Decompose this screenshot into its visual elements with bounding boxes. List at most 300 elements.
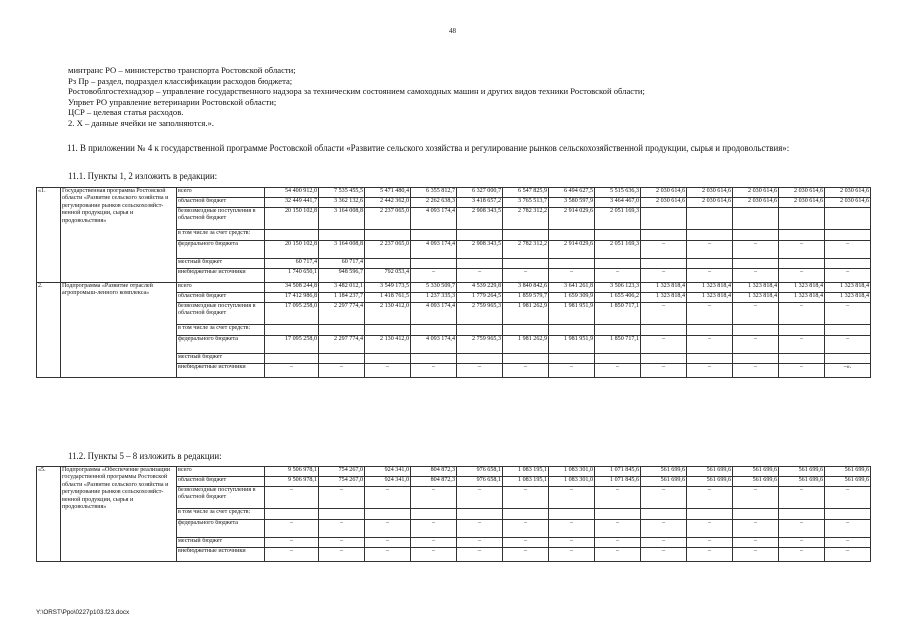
funding-source: в том числе за счет средств: <box>177 325 265 336</box>
amount-cell: – <box>641 336 687 354</box>
amount-cell: – <box>595 269 641 283</box>
amount-cell: 5 330 509,7 <box>411 283 457 293</box>
amount-cell: 2 030 614,6 <box>825 188 871 198</box>
funding-source: всего <box>177 283 265 293</box>
amount-cell: – <box>779 336 825 354</box>
amount-cell: 34 508 244,8 <box>265 283 319 293</box>
amount-cell <box>365 230 411 241</box>
amount-cell: 1 323 818,4 <box>779 283 825 293</box>
amount-cell <box>365 354 411 364</box>
amount-cell <box>457 259 503 269</box>
amount-cell: – <box>265 487 319 509</box>
amount-cell: 1 184 237,7 <box>319 293 365 303</box>
amount-cell: – <box>825 487 871 509</box>
amount-cell <box>733 509 779 520</box>
amount-cell: 20 150 102,8 <box>265 208 319 230</box>
amount-cell: 2 297 774,4 <box>319 303 365 325</box>
amount-cell: 2 030 614,6 <box>687 188 733 198</box>
amount-cell: – <box>779 303 825 325</box>
amount-cell: – <box>319 364 365 378</box>
amount-cell: – <box>365 487 411 509</box>
paragraph-11-2: 11.2. Пункты 5 – 8 изложить в редакции: <box>68 451 222 461</box>
amount-cell: 4 093 174,4 <box>411 303 457 325</box>
amount-cell: 2 030 614,6 <box>825 198 871 208</box>
funding-source: безвозмездные поступления в областной бюджет <box>177 208 265 230</box>
amount-cell: 2 030 614,6 <box>641 188 687 198</box>
amount-cell: – <box>641 269 687 283</box>
amount-cell <box>503 354 549 364</box>
amount-cell <box>265 230 319 241</box>
amount-cell: 4 093 174,4 <box>411 208 457 230</box>
amount-cell: 924 341,0 <box>365 477 411 487</box>
amount-cell: 9 506 978,1 <box>265 477 319 487</box>
amount-cell: – <box>365 548 411 562</box>
amount-cell: 561 699,6 <box>825 477 871 487</box>
amount-cell: 20 150 102,8 <box>265 241 319 259</box>
amount-cell: – <box>733 303 779 325</box>
amount-cell <box>595 325 641 336</box>
amount-cell: – <box>733 487 779 509</box>
amount-cell <box>265 509 319 520</box>
amount-cell: 2 030 614,6 <box>733 198 779 208</box>
amount-cell: – <box>687 269 733 283</box>
amount-cell: – <box>779 520 825 538</box>
amount-cell: – <box>265 520 319 538</box>
amount-cell: – <box>641 241 687 259</box>
amount-cell <box>549 325 595 336</box>
amount-cell: – <box>595 538 641 548</box>
amount-cell: – <box>265 364 319 378</box>
amount-cell <box>687 208 733 230</box>
amount-cell <box>411 325 457 336</box>
amount-cell: – <box>687 364 733 378</box>
amount-cell <box>825 325 871 336</box>
amount-cell: 2 030 614,6 <box>779 198 825 208</box>
amount-cell: – <box>779 548 825 562</box>
amount-cell <box>549 259 595 269</box>
amount-cell: – <box>503 520 549 538</box>
funding-source: всего <box>177 188 265 198</box>
amount-cell <box>319 509 365 520</box>
amount-cell: 2 030 614,6 <box>687 198 733 208</box>
amount-cell: – <box>549 548 595 562</box>
amount-cell <box>549 354 595 364</box>
amount-cell: – <box>411 548 457 562</box>
amount-cell: – <box>503 269 549 283</box>
budget-table-1 <box>36 187 871 378</box>
funding-source: местный бюджет <box>177 259 265 269</box>
amount-cell: – <box>733 520 779 538</box>
funding-source: областной бюджет <box>177 293 265 303</box>
amount-cell: – <box>825 269 871 283</box>
amount-cell: – <box>411 364 457 378</box>
amount-cell <box>503 509 549 520</box>
definition-line: ЦСР – целевая статья расходов. <box>68 107 184 118</box>
amount-cell <box>457 354 503 364</box>
amount-cell: 1 237 335,3 <box>411 293 457 303</box>
amount-cell <box>457 325 503 336</box>
amount-cell: 2 130 412,0 <box>365 303 411 325</box>
amount-cell: – <box>687 487 733 509</box>
amount-cell: 4 539 229,8 <box>457 283 503 293</box>
amount-cell: – <box>457 520 503 538</box>
amount-cell <box>687 354 733 364</box>
amount-cell: 2 297 774,4 <box>319 336 365 354</box>
amount-cell: – <box>265 538 319 548</box>
amount-cell: 32 449 441,7 <box>265 198 319 208</box>
amount-cell <box>365 325 411 336</box>
amount-cell: 3 549 173,5 <box>365 283 411 293</box>
amount-cell: – <box>779 364 825 378</box>
amount-cell: 2 782 312,2 <box>503 241 549 259</box>
amount-cell: 2 442 362,0 <box>365 198 411 208</box>
paragraph-11: 11. В приложении № 4 к государственной программе Ростовской области «Развитие сельского хозяйства и регулирование рынков сельскохозяйственной продукции, сырья и продовольствия»: <box>67 143 790 153</box>
amount-cell: – <box>457 364 503 378</box>
amount-cell: 3 164 008,8 <box>319 241 365 259</box>
amount-cell: 804 872,3 <box>411 467 457 477</box>
amount-cell: – <box>733 269 779 283</box>
table-row <box>37 188 871 198</box>
funding-source: областной бюджет <box>177 198 265 208</box>
funding-source: федерального бюджета <box>177 241 265 259</box>
amount-cell: – <box>411 538 457 548</box>
funding-source: безвозмездные поступления в областной бюджет <box>177 487 265 509</box>
amount-cell: – <box>687 303 733 325</box>
amount-cell: 17 095 258,0 <box>265 336 319 354</box>
amount-cell: 1 981 951,9 <box>549 303 595 325</box>
program-name: Подпрограмма «Обеспечение реализации государственной программы Ростовской области «Развитие сельского хозяйства и регулирование рынков сельскохозяйст-венной продукции, сырья и продовольствия» <box>61 467 177 562</box>
amount-cell: – <box>549 269 595 283</box>
amount-cell: – <box>319 538 365 548</box>
program-name: Государственная программа Ростовской области «Развитие сельского хозяйства и регулирование рынков сельскохозяйст-венной продукции, сырья и продовольствия» <box>61 188 177 283</box>
amount-cell <box>825 208 871 230</box>
amount-cell: 3 641 261,8 <box>549 283 595 293</box>
funding-source: внебюджетные источники <box>177 364 265 378</box>
amount-cell: – <box>365 538 411 548</box>
amount-cell <box>503 230 549 241</box>
amount-cell: 2 051 169,3 <box>595 208 641 230</box>
amount-cell: – <box>825 241 871 259</box>
amount-cell <box>549 230 595 241</box>
amount-cell <box>595 509 641 520</box>
amount-cell: – <box>687 336 733 354</box>
amount-cell: 2 237 065,0 <box>365 241 411 259</box>
amount-cell <box>265 354 319 364</box>
row-index: 2. <box>37 283 61 378</box>
amount-cell: – <box>595 548 641 562</box>
amount-cell: 2 908 343,5 <box>457 208 503 230</box>
amount-cell <box>687 259 733 269</box>
amount-cell: 1 655 406,2 <box>595 293 641 303</box>
amount-cell: 1 083 301,0 <box>549 477 595 487</box>
amount-cell: 1 323 818,4 <box>641 283 687 293</box>
amount-cell <box>411 230 457 241</box>
amount-cell: – <box>503 538 549 548</box>
amount-cell: – <box>457 548 503 562</box>
amount-cell: 1 323 818,4 <box>641 293 687 303</box>
amount-cell: 1 418 761,5 <box>365 293 411 303</box>
amount-cell: 1 323 818,4 <box>687 293 733 303</box>
amount-cell <box>641 509 687 520</box>
page-number: 48 <box>449 27 456 35</box>
amount-cell: – <box>319 548 365 562</box>
amount-cell <box>779 230 825 241</box>
amount-cell: –». <box>825 364 871 378</box>
funding-source: внебюджетные источники <box>177 269 265 283</box>
amount-cell <box>825 230 871 241</box>
amount-cell <box>503 259 549 269</box>
budget-table-2 <box>36 466 871 562</box>
table-row <box>37 467 871 477</box>
amount-cell: 754 267,0 <box>319 477 365 487</box>
definition-line: 2. Х – данные ячейки не заполняются.». <box>68 117 214 128</box>
amount-cell <box>779 325 825 336</box>
amount-cell <box>733 208 779 230</box>
amount-cell <box>779 509 825 520</box>
amount-cell: – <box>825 538 871 548</box>
amount-cell: 1 071 845,6 <box>595 467 641 477</box>
amount-cell: 2 237 065,0 <box>365 208 411 230</box>
amount-cell: 3 580 597,9 <box>549 198 595 208</box>
amount-cell <box>825 354 871 364</box>
amount-cell <box>825 259 871 269</box>
definition-line: Упрвет РО управление ветеринарии Ростовской области; <box>68 96 277 107</box>
amount-cell: – <box>265 548 319 562</box>
amount-cell <box>457 230 503 241</box>
amount-cell: 561 699,6 <box>687 467 733 477</box>
amount-cell <box>779 208 825 230</box>
amount-cell: 1 981 262,9 <box>503 303 549 325</box>
amount-cell: 976 658,1 <box>457 467 503 477</box>
amount-cell: 561 699,6 <box>733 467 779 477</box>
amount-cell <box>595 259 641 269</box>
amount-cell: 2 759 965,3 <box>457 336 503 354</box>
amount-cell: 1 083 195,1 <box>503 477 549 487</box>
funding-source: областной бюджет <box>177 477 265 487</box>
amount-cell: – <box>641 520 687 538</box>
amount-cell: 561 699,6 <box>641 467 687 477</box>
amount-cell: 948 596,7 <box>319 269 365 283</box>
amount-cell: 754 267,0 <box>319 467 365 477</box>
amount-cell: – <box>687 241 733 259</box>
amount-cell: 561 699,6 <box>641 477 687 487</box>
amount-cell <box>549 509 595 520</box>
amount-cell: 5 515 636,3 <box>595 188 641 198</box>
amount-cell: 4 093 174,4 <box>411 241 457 259</box>
amount-cell: 3 840 842,6 <box>503 283 549 293</box>
amount-cell: 561 699,6 <box>779 477 825 487</box>
row-index: «5. <box>37 467 61 562</box>
amount-cell <box>319 354 365 364</box>
amount-cell: 1 323 818,4 <box>825 283 871 293</box>
amount-cell: 1 740 650,1 <box>265 269 319 283</box>
amount-cell <box>365 259 411 269</box>
amount-cell: – <box>319 487 365 509</box>
amount-cell: 1 981 951,9 <box>549 336 595 354</box>
funding-source: безвозмездные поступления в областной бюджет <box>177 303 265 325</box>
amount-cell: 1 323 818,4 <box>825 293 871 303</box>
amount-cell: – <box>825 548 871 562</box>
amount-cell <box>457 509 503 520</box>
amount-cell <box>779 354 825 364</box>
funding-source: местный бюджет <box>177 354 265 364</box>
amount-cell: – <box>411 520 457 538</box>
amount-cell: 2 914 029,6 <box>549 208 595 230</box>
amount-cell: 3 362 132,6 <box>319 198 365 208</box>
amount-cell: – <box>733 548 779 562</box>
amount-cell: 2 262 638,3 <box>411 198 457 208</box>
paragraph-11-1: 11.1. Пункты 1, 2 изложить в редакции: <box>68 171 218 181</box>
amount-cell: 2 908 343,5 <box>457 241 503 259</box>
amount-cell <box>319 325 365 336</box>
amount-cell: – <box>687 548 733 562</box>
file-path-footer: Y:\ORST\Ppo\0227p103.f23.docx <box>36 609 130 616</box>
amount-cell: 2 051 169,3 <box>595 241 641 259</box>
amount-cell <box>641 259 687 269</box>
amount-cell: 1 323 818,4 <box>733 283 779 293</box>
amount-cell <box>687 509 733 520</box>
amount-cell <box>319 230 365 241</box>
amount-cell: 2 782 312,2 <box>503 208 549 230</box>
amount-cell: 1 323 818,4 <box>779 293 825 303</box>
amount-cell <box>779 259 825 269</box>
amount-cell: – <box>457 269 503 283</box>
amount-cell <box>503 325 549 336</box>
program-name: Подпрограмма «Развитие отраслей агропромыш-ленного комплекса» <box>61 283 177 378</box>
amount-cell: 1 323 818,4 <box>687 283 733 293</box>
amount-cell: 9 506 978,1 <box>265 467 319 477</box>
amount-cell: 2 030 614,6 <box>641 198 687 208</box>
amount-cell: 5 471 480,4 <box>365 188 411 198</box>
definitions-list <box>68 65 868 129</box>
amount-cell: – <box>457 487 503 509</box>
funding-source: в том числе за счет средств: <box>177 509 265 520</box>
amount-cell: 1 850 717,1 <box>595 336 641 354</box>
amount-cell: 561 699,6 <box>779 467 825 477</box>
amount-cell <box>411 509 457 520</box>
amount-cell: – <box>687 520 733 538</box>
amount-cell: 561 699,6 <box>825 467 871 477</box>
amount-cell: 3 464 467,0 <box>595 198 641 208</box>
amount-cell <box>733 325 779 336</box>
amount-cell: 3 506 123,3 <box>595 283 641 293</box>
amount-cell <box>641 354 687 364</box>
amount-cell: 2 030 614,6 <box>733 188 779 198</box>
amount-cell <box>411 354 457 364</box>
amount-cell: 1 779 264,5 <box>457 293 503 303</box>
amount-cell: – <box>457 538 503 548</box>
amount-cell: – <box>549 520 595 538</box>
amount-cell: – <box>825 303 871 325</box>
funding-source: в том числе за счет средств: <box>177 230 265 241</box>
amount-cell: – <box>733 241 779 259</box>
amount-cell: 17 095 258,0 <box>265 303 319 325</box>
amount-cell: – <box>641 538 687 548</box>
amount-cell: – <box>641 487 687 509</box>
amount-cell: – <box>733 538 779 548</box>
amount-cell: 2 759 965,3 <box>457 303 503 325</box>
amount-cell: – <box>365 520 411 538</box>
amount-cell: – <box>733 364 779 378</box>
amount-cell: 792 053,4 <box>365 269 411 283</box>
amount-cell: – <box>825 520 871 538</box>
amount-cell: 6 547 825,9 <box>503 188 549 198</box>
amount-cell: – <box>687 538 733 548</box>
amount-cell: 924 341,0 <box>365 467 411 477</box>
funding-source: федерального бюджета <box>177 520 265 538</box>
amount-cell: – <box>549 364 595 378</box>
amount-cell: 976 658,1 <box>457 477 503 487</box>
amount-cell <box>595 354 641 364</box>
amount-cell: 6 327 000,7 <box>457 188 503 198</box>
amount-cell: 1 981 262,9 <box>503 336 549 354</box>
amount-cell: 1 083 301,0 <box>549 467 595 477</box>
amount-cell <box>733 354 779 364</box>
amount-cell: 6 494 627,5 <box>549 188 595 198</box>
amount-cell <box>411 259 457 269</box>
amount-cell: 3 765 513,7 <box>503 198 549 208</box>
amount-cell <box>825 509 871 520</box>
funding-source: внебюджетные источники <box>177 548 265 562</box>
amount-cell: – <box>733 336 779 354</box>
amount-cell: – <box>779 487 825 509</box>
amount-cell: – <box>641 548 687 562</box>
row-index: «1. <box>37 188 61 283</box>
amount-cell: 3 418 657,2 <box>457 198 503 208</box>
amount-cell: – <box>549 538 595 548</box>
amount-cell: – <box>595 520 641 538</box>
amount-cell: 7 535 455,5 <box>319 188 365 198</box>
amount-cell: 804 872,3 <box>411 477 457 487</box>
funding-source: местный бюджет <box>177 538 265 548</box>
amount-cell: 561 699,6 <box>687 477 733 487</box>
amount-cell: 3 482 012,1 <box>319 283 365 293</box>
amount-cell: – <box>641 364 687 378</box>
amount-cell: 1 659 309,9 <box>549 293 595 303</box>
amount-cell: 4 093 174,4 <box>411 336 457 354</box>
amount-cell <box>733 230 779 241</box>
amount-cell: 60 717,4 <box>265 259 319 269</box>
amount-cell: – <box>503 548 549 562</box>
amount-cell: 2 030 614,6 <box>779 188 825 198</box>
amount-cell: – <box>503 487 549 509</box>
amount-cell <box>733 259 779 269</box>
amount-cell: 1 083 195,1 <box>503 467 549 477</box>
amount-cell: 6 355 812,7 <box>411 188 457 198</box>
amount-cell: – <box>779 538 825 548</box>
amount-cell <box>595 230 641 241</box>
amount-cell: – <box>411 487 457 509</box>
funding-source: всего <box>177 467 265 477</box>
amount-cell <box>365 509 411 520</box>
amount-cell: 2 130 412,0 <box>365 336 411 354</box>
amount-cell: 54 400 912,0 <box>265 188 319 198</box>
definition-line: минтранс РО – министерство транспорта Ростовской области; <box>68 65 296 75</box>
amount-cell: – <box>365 364 411 378</box>
amount-cell <box>687 230 733 241</box>
funding-source: федерального бюджета <box>177 336 265 354</box>
amount-cell <box>641 208 687 230</box>
amount-cell: – <box>411 269 457 283</box>
amount-cell: – <box>779 269 825 283</box>
table-row <box>37 283 871 293</box>
amount-cell: – <box>595 364 641 378</box>
amount-cell: 1 850 717,1 <box>595 303 641 325</box>
amount-cell <box>641 325 687 336</box>
amount-cell <box>687 325 733 336</box>
amount-cell: – <box>825 336 871 354</box>
amount-cell: 1 071 845,6 <box>595 477 641 487</box>
